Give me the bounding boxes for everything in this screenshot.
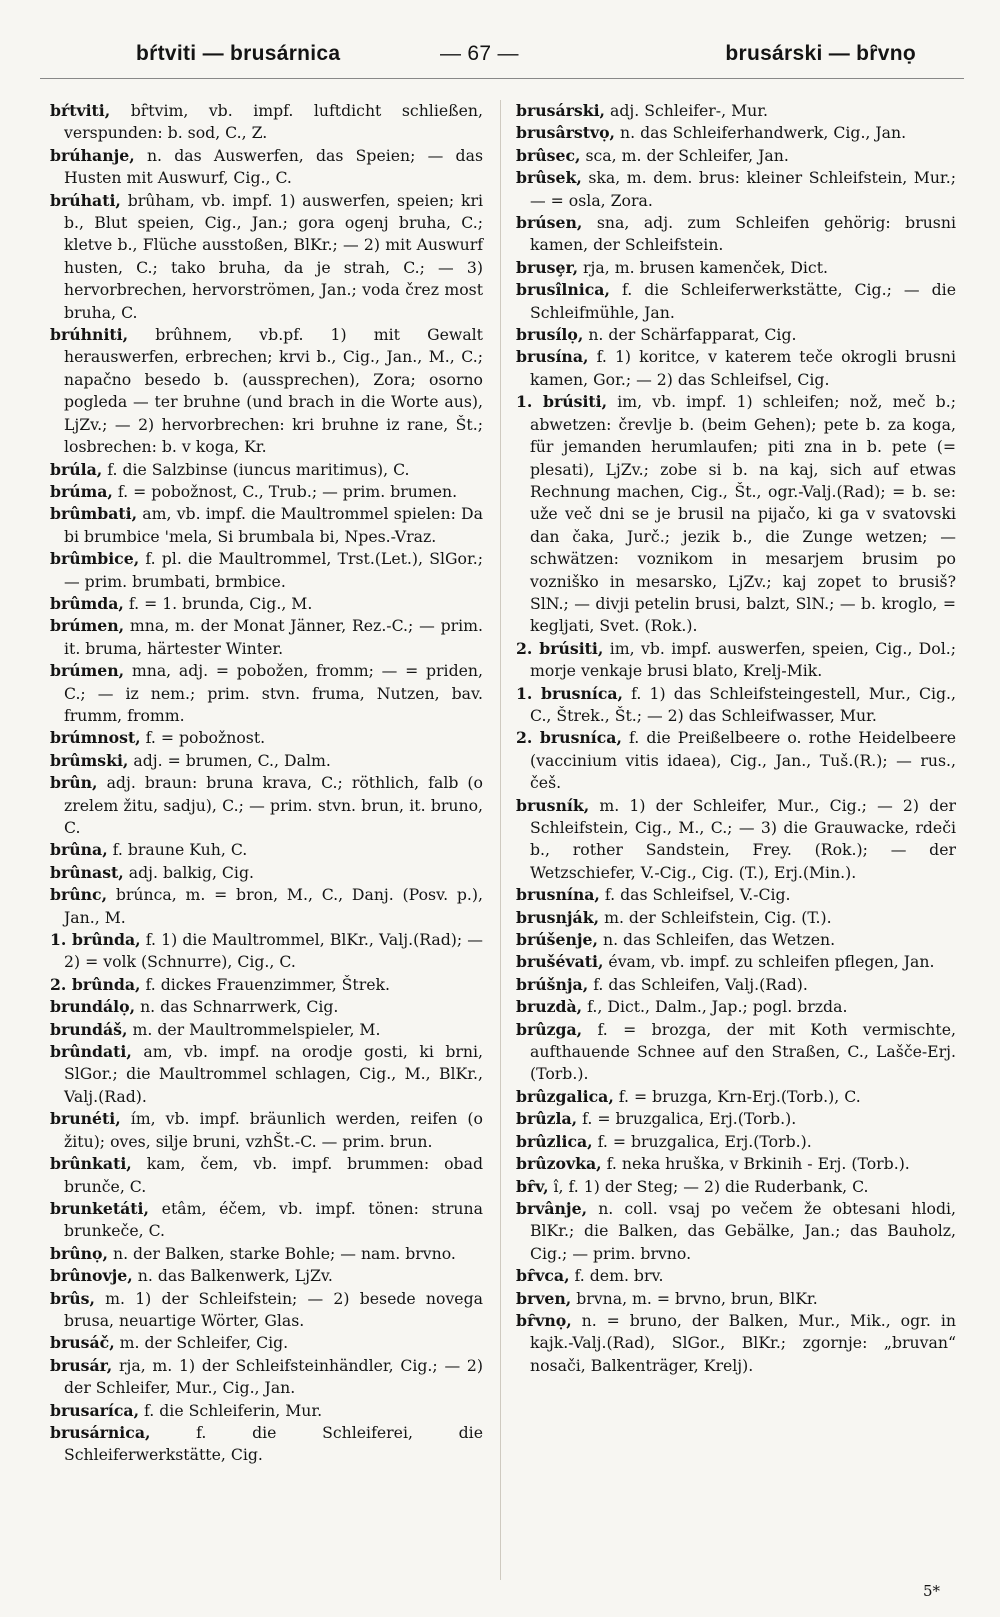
entry-headword: brundáš, [50,1019,128,1039]
entry-definition: f. = bruzgalica, Erj.(Torb.). [582,1109,797,1129]
dictionary-entry [516,1176,956,1198]
entry-definition: f. = 1. brunda, Cig., M. [128,593,313,613]
header-rule [40,78,964,79]
entry-headword: brundálọ, [50,997,136,1017]
entry-headword: brûs, [50,1288,95,1308]
entry-definition: m. 1) der Schleifstein; — 2) besede novega brusa, neuartige Wörter, Glas. [64,1288,483,1330]
entry-headword: brúmen, [50,661,125,681]
entry-definition: f. dem. brv. [574,1266,664,1286]
dictionary-entry [50,1108,483,1153]
entry-definition: brúnca, m. = bron, M., C., Danj. (Posv. p.), Jan., M. [64,885,483,927]
left-column [50,100,483,1467]
entry-headword: brúšnja, [516,974,589,994]
right-column [516,100,956,1377]
entry-definition: f. = pobožnost. [145,728,266,748]
entry-definition: f. die Schleiferei, die Schleiferwerkstätte, Cig. [64,1422,483,1465]
dictionary-entry [50,1400,483,1422]
entry-headword: brusílọ, [516,325,584,345]
entry-definition: kam, čem, vb. impf. brummen: obad brunče, C. [64,1154,483,1196]
entry-definition: f. die Salzbinse (iuncus maritimus), C. [107,459,410,479]
entry-headword: brûndati, [50,1042,132,1062]
entry-definition: adj. = brumen, C., Dalm. [133,750,331,770]
entry-definition: f. die Schleiferwerkstätte, Cig.; — die Schleifmühle, Jan. [530,280,956,322]
entry-headword: brûmski, [50,750,129,770]
dictionary-entry [50,459,483,481]
dictionary-entry [516,1153,956,1175]
dictionary-entry [50,862,483,884]
dictionary-entry [516,1131,956,1153]
entry-definition: n. das Balkenwerk, LjZv. [137,1266,333,1286]
entry-definition: brûhnem, vb.pf. 1) mit Gewalt herauswerfen, erbrechen; krvi b., Cig., Jan., M., C.; napačno besedo b. (aussprechen), Zora; osorno pogleda — ter bruhne (und brach in die Worte aus), LjZv.; — 2) hervorbrechen: kri bruhne iz rane, Št.; losbrechen: b. v koga, Kr. [64,325,483,457]
entry-headword: brvânje, [516,1198,588,1218]
dictionary-entry [516,1310,956,1377]
entry-headword: brûnọ, [50,1243,108,1263]
header-right-guide-words: brusárski — bȓvnọ [725,42,916,65]
entry-headword: brûn, [50,773,98,793]
entry-headword: 2. brusníca, [516,728,622,748]
dictionary-entry [50,1041,483,1108]
entry-definition: mna, m. der Monat Jänner, Rez.-C.; — prim. it. bruma, härtester Winter. [64,616,483,658]
dictionary-entry [50,548,483,593]
entry-headword: brusîlnica, [516,280,610,300]
entry-headword: bŕtviti, [50,101,111,120]
dictionary-entry [516,907,956,929]
entry-definition: brvna, m. = brvno, brun, BlKr. [576,1288,818,1308]
entry-headword: brûzga, [516,1019,583,1039]
dictionary-entry [516,257,956,279]
entry-headword: bȓv, [516,1176,549,1196]
entry-definition: f. = brozga, der mit Koth vermischte, aufthauende Schnee auf den Straßen, C., Lašče-Erj.(Torb.). [530,1019,956,1084]
entry-definition: rja, m. 1) der Schleifsteinhändler, Cig.; — 2) der Schleifer, Mur., Cig., Jan. [64,1355,483,1398]
entry-headword: brusȩr, [516,257,579,277]
signature-mark: 5* [922,1582,940,1600]
entry-headword: brúhniti, [50,325,129,345]
entry-definition: bȓtvim, vb. impf. luftdicht schließen, verspunden: b. sod, C., Z. [64,101,483,143]
entry-definition: f. = bruzgalica, Erj.(Torb.). [597,1131,812,1151]
entry-headword: 2. brúsiti, [516,638,604,658]
entry-headword: brúma, [50,481,113,501]
entry-definition: adj. balkig, Cig. [128,862,254,882]
entry-definition: î, f. 1) der Steg; — 2) die Ruderbank, C. [553,1176,869,1196]
entry-definition: f. die Schleiferin, Mur. [144,1400,323,1420]
entry-headword: brûna, [50,840,108,860]
entry-definition: n. der Schärfapparat, Cig. [588,325,797,345]
dictionary-entry [50,1243,483,1265]
dictionary-entry [516,638,956,683]
entry-headword: brúsen, [516,213,583,233]
entry-definition: m. 1) der Schleifer, Mur., Cig.; — 2) der Schleifstein, Cig., M., C.; — 3) die Grauwacke, rdeči b., rother Sandstein, Frey. (Rok.); — der Wetzschiefer, V.-Cig., Cig. (T.), Erj.(Min.). [530,795,956,882]
dictionary-entry [50,1332,483,1354]
dictionary-entry [50,1288,483,1333]
entry-definition: am, vb. impf. die Maultrommel spielen: Da bi brumbice 'mela, Si brumbala bi, Npes.-Vraz. [64,504,483,546]
entry-definition: brûham, vb. impf. 1) auswerfen, speien; kri b., Blut speien, Cig., Jan.; gora ogenj bruha, C.; kletve b., Flüche ausstoßen, BlKr.; — 2) mit Auswurf husten, C.; tako bruha, da je strah, C.; — 3) hervorbrechen, hervorströmen, Jan.; voda črez most bruha, C. [64,190,483,322]
entry-definition: f. dickes Frauenzimmer, Štrek. [145,974,390,994]
entry-definition: f. = bruzga, Krn-Erj.(Torb.), C. [618,1086,861,1106]
entry-headword: brûsek, [516,168,582,188]
entry-definition: f. = pobožnost, C., Trub.; — prim. brumen. [117,481,458,501]
header-left-guide-words: bŕtviti — brusárnica [136,42,341,65]
dictionary-entry [50,996,483,1018]
entry-headword: 1. brusníca, [516,683,623,703]
entry-headword: brunéti, [50,1109,121,1129]
dictionary-entry [516,951,956,973]
entry-definition: n. das Schleifen, das Wetzen. [602,930,836,950]
entry-headword: brûzla, [516,1109,578,1129]
entry-definition: sna, adj. zum Schleifen gehörig: brusni kamen, der Schleifstein. [530,213,956,255]
entry-headword: brusárnica, [50,1422,151,1442]
entry-headword: brúšenje, [516,930,598,950]
entry-definition: mna, adj. = pobožen, fromm; — = priden, C.; — iz nem.; prim. stvn. fruma, Nutzen, bav. frumm, fromm. [64,661,483,725]
entry-headword: brušévati, [516,952,604,972]
dictionary-entry [50,190,483,324]
entry-headword: brusník, [516,795,590,815]
entry-definition: f. 1) das Schleifsteingestell, Mur., Cig., C., Štrek., Št.; — 2) das Schleifwasser, Mur. [530,683,956,725]
entry-headword: brûzlica, [516,1131,593,1151]
entry-definition: sca, m. der Schleifer, Jan. [585,145,789,165]
entry-definition: m. der Schleifer, Cig. [119,1333,289,1353]
entry-definition: m. der Maultrommelspieler, M. [132,1019,381,1039]
dictionary-entry [50,929,483,974]
entry-definition: im, vb. impf. 1) schleifen; nož, meč b.; abwetzen: črevlje b. (beim Gehen); pete b. za koga, für jemanden herumlaufen; piti zna in b. pete (= plesati), LjZv.; zobe si b. na kaj, sich auf etwas Rechnung machen, Cig., Št., ogr.-Valj.(Rad); = b. se: uže več dni se je brusil na pijačo, ki ga v svatovski dan čaka, Jurč.; jezik b., die Zunge wetzen; — schwätzen: voznikom in mesarjem brusim po vozniško in mesarsko, LjZv.; kaj zopet to brusiš? SlN.; — divji petelin brusi, balzt, SlN.; — b. kroglo, = kegljati, Svet. (Rok.). [530,392,956,636]
entry-headword: brven, [516,1288,572,1308]
entry-definition: f. das Schleifsel, V.-Cig. [604,885,791,905]
entry-headword: 2. brûnda, [50,974,141,994]
dictionary-entry [50,727,483,749]
column-gap [500,100,501,1580]
entry-definition: ím, vb. impf. bräunlich werden, reifen (o žitu); oves, silje bruni, vzhŠt.-C. — prim. brun. [64,1109,483,1151]
dictionary-entry [50,1198,483,1243]
entry-definition: m. der Schleifstein, Cig. (T.). [604,907,832,927]
page-header [0,36,1000,76]
dictionary-entry [516,324,956,346]
entry-headword: brûsec, [516,145,581,165]
entry-headword: brusárski, [516,101,606,120]
dictionary-entry [50,750,483,772]
entry-headword: 1. brúsiti, [516,392,608,412]
entry-headword: brúhanje, [50,145,135,165]
entry-definition: rja, m. brusen kamenček, Dict. [583,257,828,277]
dictionary-entry [50,100,483,145]
dictionary-entry [516,279,956,324]
dictionary-entry [516,346,956,391]
dictionary-entry [50,1265,483,1287]
dictionary-entry [50,772,483,839]
entry-headword: brûmbice, [50,549,140,569]
entry-headword: bȓvca, [516,1266,570,1286]
entry-headword: brusnína, [516,885,600,905]
entry-definition: f., Dict., Dalm., Jap.; pogl. brzda. [587,997,848,1017]
dictionary-entry [50,839,483,861]
dictionary-entry [516,145,956,167]
entry-definition: f. pl. die Maultrommel, Trst.(Let.), SlGor.; — prim. brumbati, brmbice. [64,549,483,591]
dictionary-entry [516,1086,956,1108]
entry-definition: n. das Schnarrwerk, Cig. [140,997,339,1017]
entry-headword: brusaríca, [50,1400,140,1420]
entry-definition: n. = bruno, der Balken, Mur., Mik., ogr. in kajk.-Valj.(Rad), SlGor., BlKr.; zgornje: „bruvan“ nosači, Balkenträger, Krelj). [530,1310,956,1375]
entry-definition: am, vb. impf. na orodje gosti, ki brni, SlGor.; die Maultrommel schlagen, Cig., M., BlKr., Valj.(Rad). [64,1042,483,1106]
dictionary-entry [50,974,483,996]
entry-headword: brúmen, [50,616,125,636]
dictionary-entry [516,929,956,951]
dictionary-entry [50,593,483,615]
entry-headword: brúla, [50,459,103,479]
entry-definition: n. der Balken, starke Bohle; — nam. brvno. [112,1243,456,1263]
entry-headword: brûnc, [50,885,108,905]
dictionary-entry [516,683,956,728]
dictionary-entry [516,795,956,885]
dictionary-entry [516,1019,956,1086]
entry-headword: brusnják, [516,907,600,927]
dictionary-entry [516,1265,956,1287]
entry-headword: bȓvnọ, [516,1310,572,1330]
entry-definition: f. braune Kuh, C. [112,840,248,860]
entry-definition: n. coll. vsaj po večem že obtesani hlodi, BlKr.; die Balken, das Gebälke, Jan.; das Bauholz, Cig.; — prim. brvno. [530,1198,956,1263]
entry-headword: 1. brûnda, [50,930,141,950]
dictionary-entry [50,660,483,727]
entry-definition: f. 1) koritce, v katerem teče okrogli brusni kamen, Gor.; — 2) das Schleifsel, Cig. [530,347,956,389]
entry-definition: n. das Schleiferhandwerk, Cig., Jan. [620,123,907,143]
entry-definition: ska, m. dem. brus: kleiner Schleifstein, Mur.; — = osla, Zora. [530,168,956,210]
dictionary-entry [516,884,956,906]
dictionary-entry [50,145,483,190]
entry-definition: im, vb. impf. auswerfen, speien, Cig., Dol.; morje venkaje brusi blato, Krelj-Mik. [530,638,956,681]
entry-definition: f. die Preißelbeere o. rothe Heidelbeere (vaccinium vitis idaea), Cig., Jan., Tuš.(R.); — rus., češ. [530,728,957,793]
dictionary-entry [516,122,956,144]
dictionary-entry [50,615,483,660]
dictionary-entry [516,974,956,996]
entry-headword: brûzgalica, [516,1086,614,1106]
entry-headword: brûnkati, [50,1154,132,1174]
entry-definition: évam, vb. impf. zu schleifen pflegen, Jan. [608,952,935,972]
entry-definition: f. das Schleifen, Valj.(Rad). [593,974,808,994]
dictionary-entry [516,391,956,637]
page-number: — 67 — [440,42,519,65]
entry-definition: f. 1) die Maultrommel, BlKr., Valj.(Rad); — 2) = volk (Schnurre), Cig., C. [64,930,483,972]
entry-headword: brûzovka, [516,1154,602,1174]
dictionary-entry [50,503,483,548]
dictionary-entry [50,324,483,458]
dictionary-entry [516,1198,956,1265]
entry-headword: brusârstvọ, [516,123,616,143]
entry-headword: brûnast, [50,862,124,882]
entry-definition: adj. Schleifer-, Mur. [610,101,769,120]
dictionary-entry [516,100,956,122]
entry-definition: adj. braun: bruna krava, C.; röthlich, falb (o zrelem žitu, sadju), C.; — prim. stvn. brun, it. bruno, C. [64,773,483,837]
entry-headword: brûnovje, [50,1266,133,1286]
dictionary-entry [516,167,956,212]
dictionary-entry [516,1288,956,1310]
dictionary-entry [516,212,956,257]
dictionary-entry [516,1108,956,1130]
entry-headword: brûmbati, [50,504,138,524]
dictionary-entry [50,481,483,503]
entry-definition: f. neka hruška, v Brkinih - Erj. (Torb.). [606,1154,910,1174]
dictionary-entry [50,1355,483,1400]
entry-headword: brûmda, [50,593,124,613]
entry-headword: brusáč, [50,1333,115,1353]
dictionary-entry [516,727,956,794]
dictionary-entry [516,996,956,1018]
entry-headword: brúhati, [50,190,121,210]
entry-headword: brúmnost, [50,728,141,748]
entry-definition: etâm, éčem, vb. impf. tönen: struna brunkeče, C. [64,1198,483,1241]
entry-headword: brunketáti, [50,1198,149,1218]
entry-headword: bruzdà, [516,997,583,1017]
dictionary-entry [50,1422,483,1467]
dictionary-entry [50,884,483,929]
entry-definition: n. das Auswerfen, das Speien; — das Husten mit Auswurf, Cig., C. [64,145,483,188]
dictionary-entry [50,1019,483,1041]
entry-headword: brusína, [516,347,589,367]
dictionary-entry [50,1153,483,1198]
entry-headword: brusár, [50,1355,113,1375]
